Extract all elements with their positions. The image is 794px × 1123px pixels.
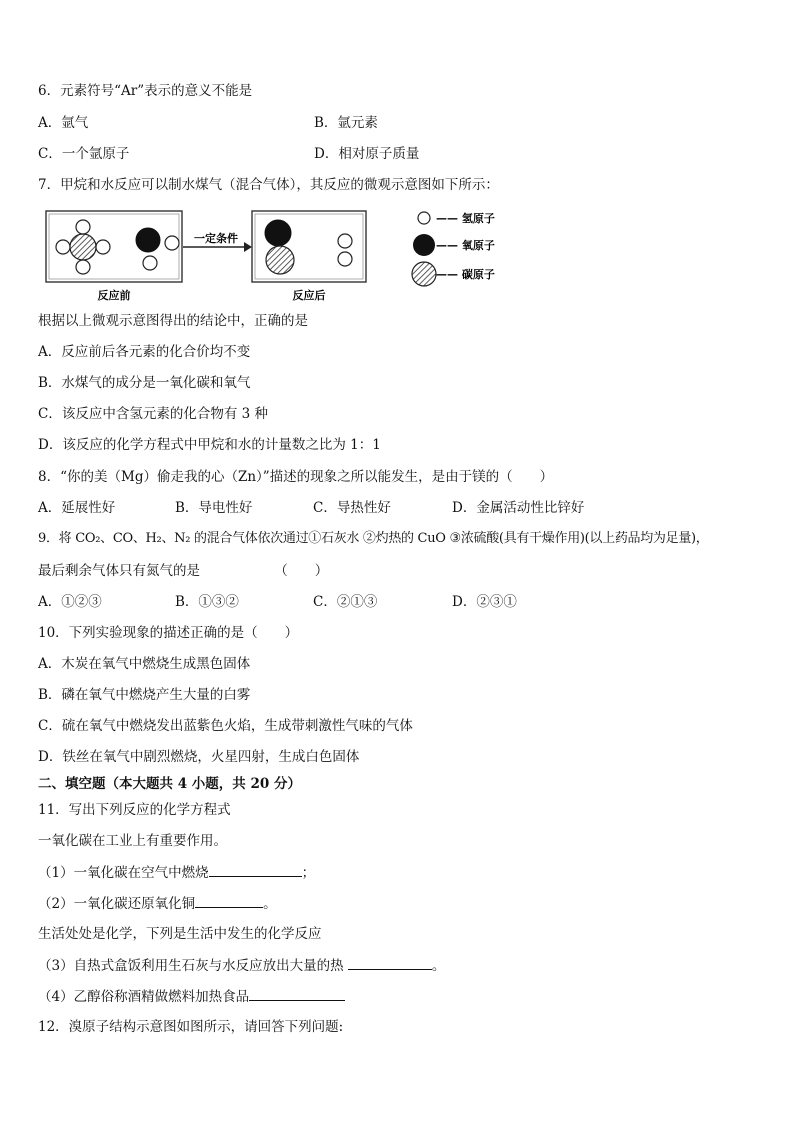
legend-oxygen-label: —— 氧原子 <box>436 239 495 252</box>
reaction-diagram <box>40 205 520 305</box>
q9-option-c: C．②①③ <box>313 594 378 610</box>
legend-carbon-label: —— 碳原子 <box>436 268 495 281</box>
q11-sub4-text: （4）乙醇俗称酒精做燃料加热食品 <box>38 989 250 1005</box>
q8-option-b: B．导电性好 <box>175 500 253 516</box>
q11-sub2-blank[interactable] <box>195 894 263 908</box>
q7-option-b: B．水煤气的成分是一氧化碳和氧气 <box>38 375 251 391</box>
q11-stem: 11．写出下列反应的化学方程式 <box>38 802 231 818</box>
q6-option-b: B．氩元素 <box>314 115 378 131</box>
q10-option-d: D．铁丝在氧气中剧烈燃烧，火星四射，生成白色固体 <box>38 749 360 765</box>
section2-heading: 二、填空题（本大题共 4 小题，共 20 分） <box>38 776 301 792</box>
q7-option-c: C．该反应中含氢元素的化合物有 3 种 <box>38 406 269 422</box>
legend-hydrogen-icon <box>418 212 430 224</box>
q9-option-d: D．②③① <box>452 594 517 610</box>
q7-option-d: D．该反应的化学方程式中甲烷和水的计量数之比为 1：1 <box>38 437 381 453</box>
q9-stem-line1: 9．将 CO₂、CO、H₂、N₂ 的混合气体依次通过①石灰水 ②灼热的 CuO ③浓硫酸(具有干燥作用)(以上药品均为足量)， <box>38 531 709 546</box>
q11-sub3-end: 。 <box>431 958 446 974</box>
q8-option-c: C．导热性好 <box>313 500 391 516</box>
q10-option-b: B．磷在氧气中燃烧产生大量的白雾 <box>38 687 251 703</box>
q11-sub1-end: ； <box>301 865 316 881</box>
q9-stem-line2: 最后剩余气体只有氮气的是 （ ） <box>38 563 329 579</box>
after-label: 反应后 <box>292 289 326 302</box>
q11-sub2-text: （2）一氧化碳还原氧化铜 <box>38 896 196 912</box>
q7-stem: 7．甲烷和水反应可以制水煤气（混合气体），其反应的微观示意图如下所示： <box>38 177 499 193</box>
q8-option-d: D．金属活动性比锌好 <box>452 500 585 516</box>
arrow-label: 一定条件 <box>194 232 238 245</box>
legend-hydrogen-label: —— 氢原子 <box>436 212 495 225</box>
q6-stem: 6．元素符号“Ar”表示的意义不能是 <box>38 83 253 99</box>
q11-sub1-blank[interactable] <box>209 863 302 877</box>
legend <box>412 211 495 286</box>
q10-option-c: C．硫在氧气中燃烧发出蓝紫色火焰，生成带刺激性气味的气体 <box>38 718 413 734</box>
q11-sub3 <box>38 956 445 975</box>
q11-intro1: 一氧化碳在工业上有重要作用。 <box>38 833 227 849</box>
q7-prompt: 根据以上微观示意图得出的结论中，正确的是 <box>38 313 308 329</box>
q11-sub3-blank[interactable] <box>348 956 432 970</box>
q11-sub1-text: （1）一氧化碳在空气中燃烧 <box>38 865 209 881</box>
legend-carbon-icon <box>412 262 436 286</box>
q6-option-c: C．一个氩原子 <box>38 146 130 162</box>
q10-stem: 10．下列实验现象的描述正确的是（ ） <box>38 625 299 641</box>
q6-option-d: D．相对原子质量 <box>314 146 420 162</box>
q11-intro2: 生活处处是化学，下列是生活中发生的化学反应 <box>38 926 322 942</box>
q11-sub3-text: （3）自热式盒饭利用生石灰与水反应放出大量的热 <box>38 958 348 974</box>
q8-stem: 8．“你的美（Mg）偷走我的心（Zn）”描述的现象之所以能发生，是由于镁的（ ） <box>38 469 554 485</box>
before-label: 反应前 <box>97 289 131 302</box>
q11-sub2 <box>38 894 277 913</box>
q8-option-a: A．延展性好 <box>38 500 116 516</box>
legend-oxygen-icon <box>413 234 435 256</box>
q12-stem: 12．溴原子结构示意图如图所示，请回答下列问题: <box>38 1019 344 1035</box>
q11-sub4 <box>38 987 345 1006</box>
q11-sub4-blank[interactable] <box>249 987 345 1001</box>
q11-sub2-end: 。 <box>263 896 277 912</box>
q9-option-b: B．①③② <box>175 594 239 610</box>
q11-sub1 <box>38 863 315 882</box>
q7-option-a: A．反应前后各元素的化合价均不变 <box>38 344 251 360</box>
q6-option-a: A．氩气 <box>38 115 89 131</box>
q9-option-a: A．①②③ <box>38 594 102 610</box>
q10-option-a: A．木炭在氧气中燃烧生成黑色固体 <box>38 656 251 672</box>
